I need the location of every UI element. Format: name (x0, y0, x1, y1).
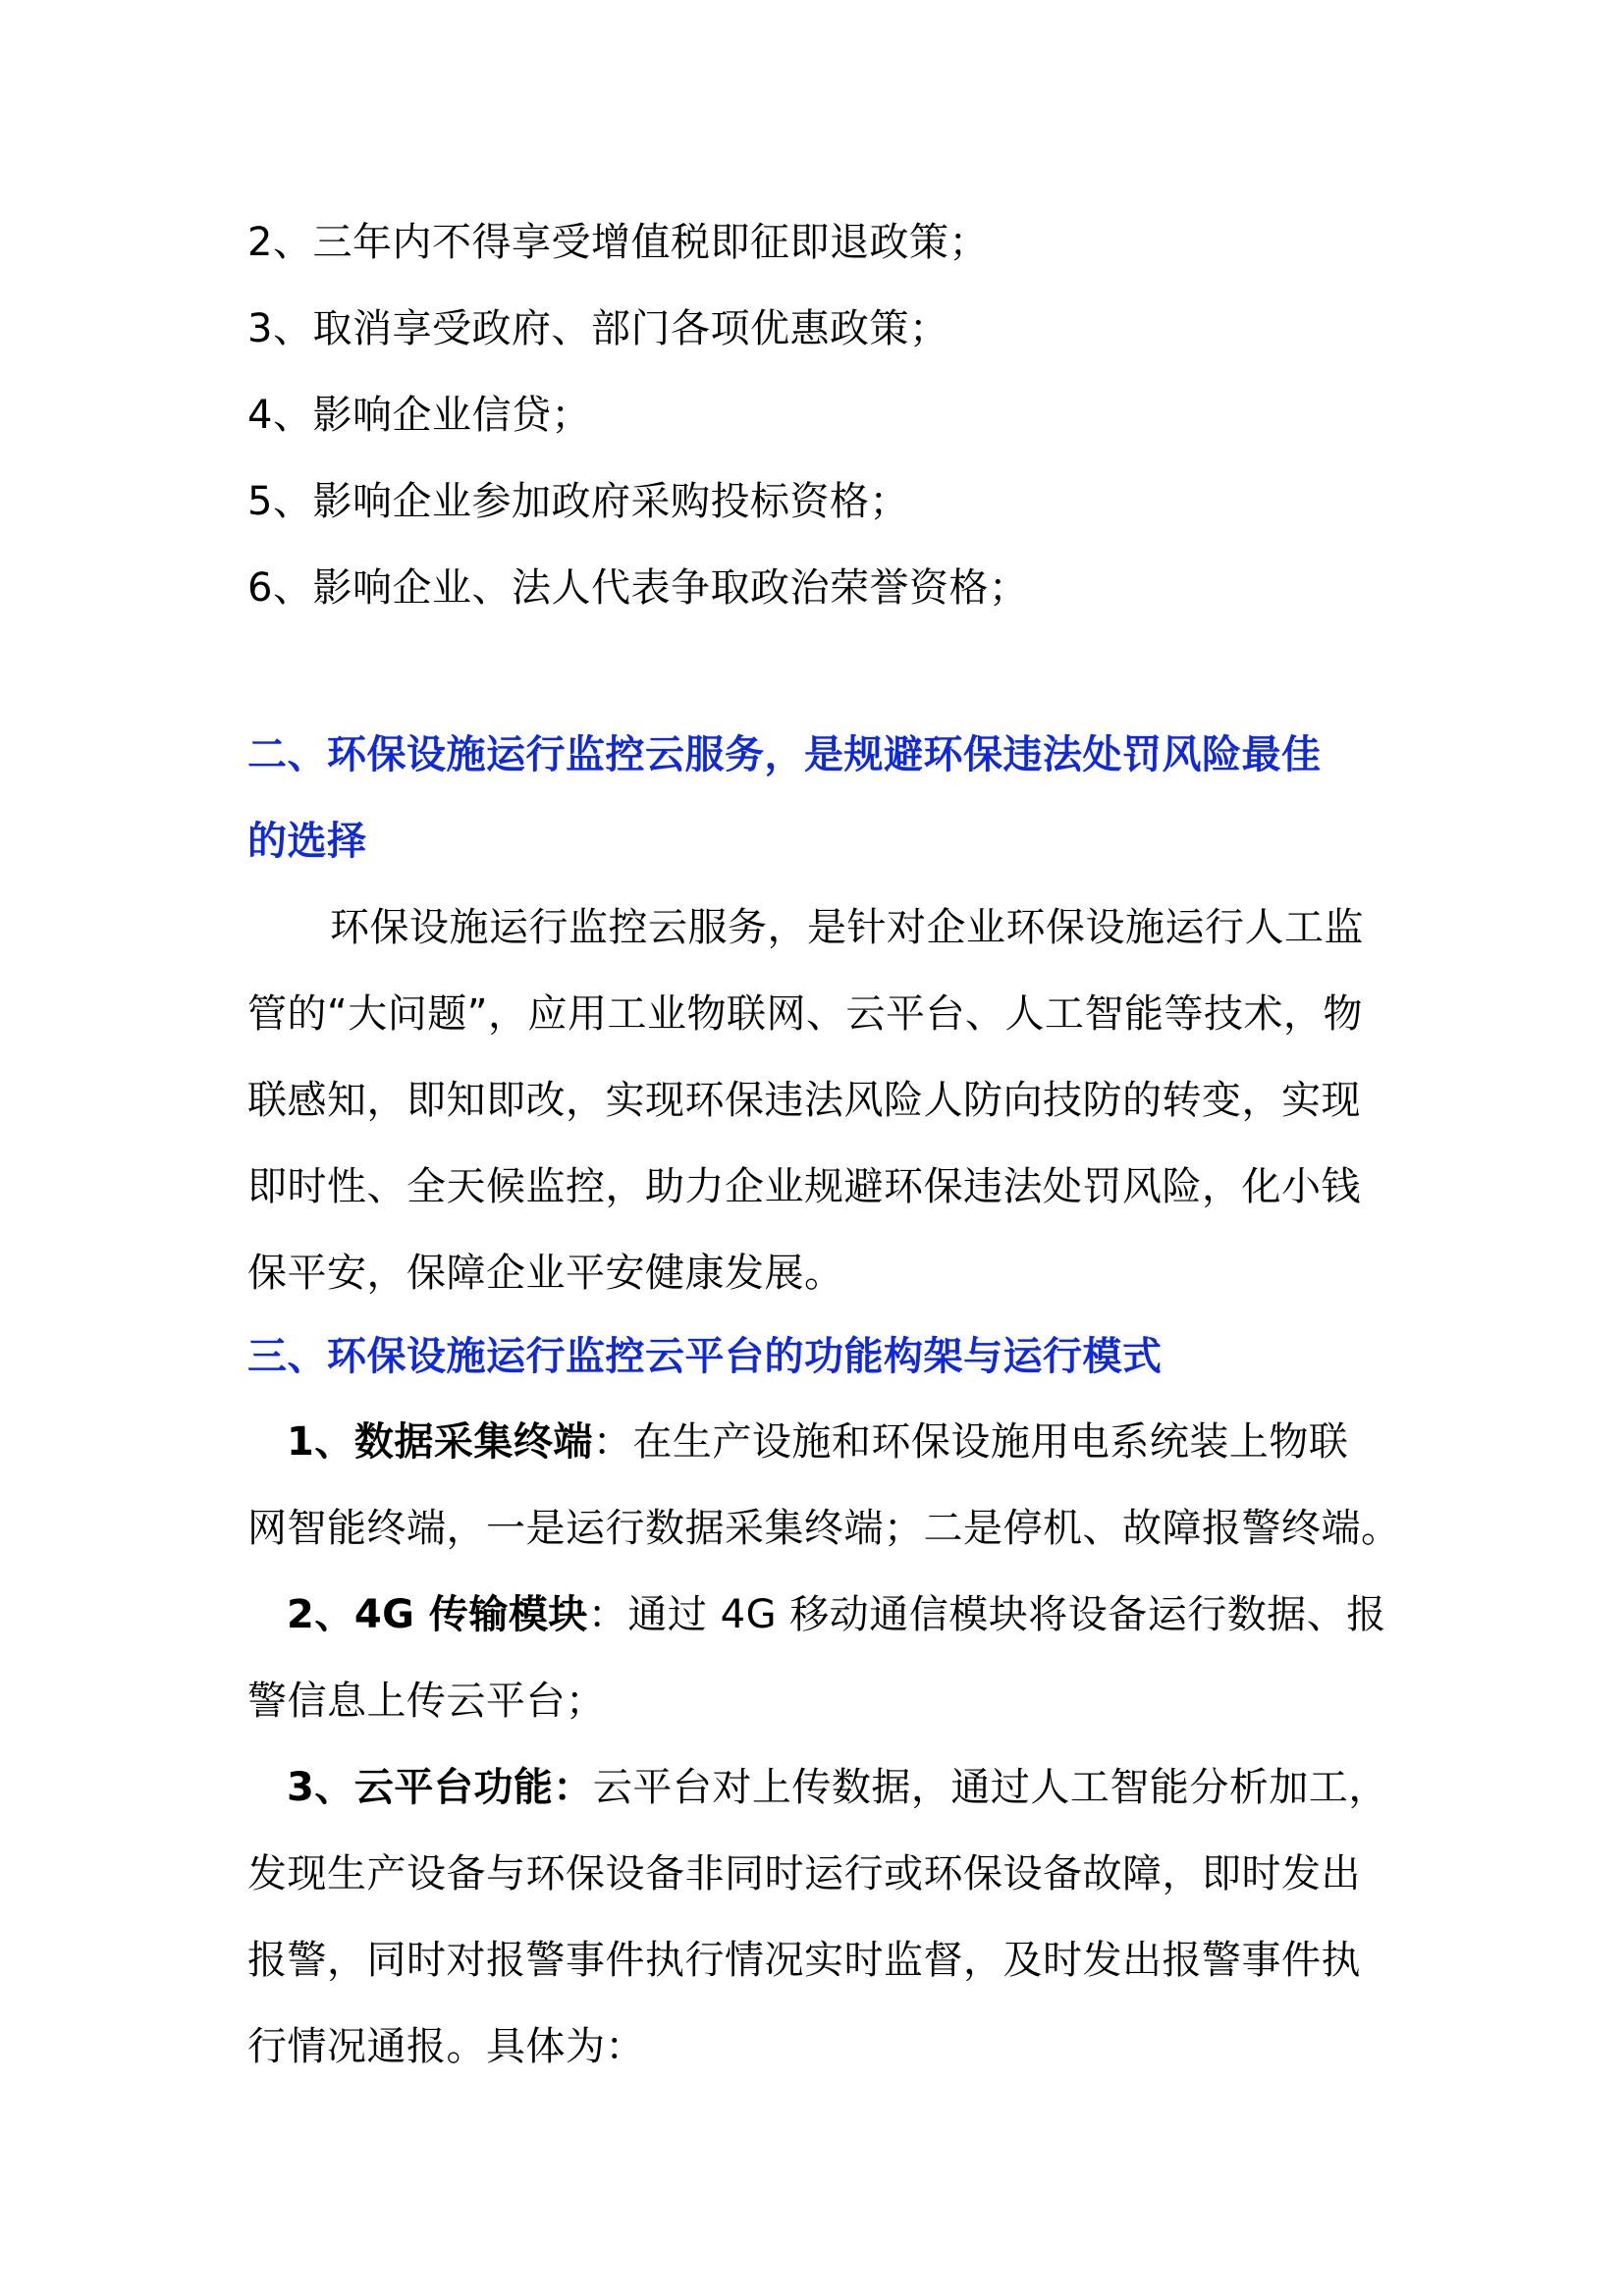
feature-label: 1、数据采集终端 (287, 1419, 593, 1465)
list-item: 5、影响企业参加政府采购投标资格； (247, 479, 909, 524)
feature-item (287, 1417, 1348, 1467)
list-item: 3、取消享受政府、部门各项优惠政策； (247, 306, 949, 351)
section-heading: 二、环保设施运行监控云服务，是规避环保违法处罚风险最佳 (247, 732, 1322, 777)
feature-text-line: 警信息上传云平台； (247, 1679, 606, 1724)
feature-item (287, 1590, 1386, 1639)
paragraph-line: 保平安，保障企业平安健康发展。 (247, 1251, 844, 1296)
list-item: 2、三年内不得享受增值税即征即退政策； (247, 220, 989, 265)
feature-text: ：通过 4G 移动通信模块将设备运行数据、报 (587, 1592, 1386, 1637)
list-item: 4、影响企业信贷； (247, 393, 591, 438)
feature-label: 2、4G 传输模块 (287, 1592, 588, 1637)
paragraph-line: 管的“大问题”，应用工业物联网、云平台、人工智能等技术，物 (247, 991, 1363, 1037)
feature-item (287, 1763, 1388, 1812)
paragraph-line: 环保设施运行监控云服务，是针对企业环保设施运行人工监 (330, 905, 1364, 950)
feature-label: 3、云平台功能： (287, 1765, 593, 1810)
section-heading: 三、环保设施运行监控云平台的功能构架与运行模式 (247, 1334, 1163, 1379)
feature-text-line: 行情况通报。具体为： (247, 2024, 645, 2069)
list-item: 6、影响企业、法人代表争取政治荣誉资格； (247, 565, 1029, 611)
feature-text-line: 发现生产设备与环保设备非同时运行或环保设备故障，即时发出 (247, 1851, 1361, 1896)
section-heading-continued: 的选择 (247, 819, 367, 864)
paragraph-line: 即时性、全天候监控，助力企业规避环保违法处罚风险，化小钱 (247, 1164, 1361, 1209)
feature-text: 云平台对上传数据，通过人工智能分析加工， (592, 1765, 1388, 1810)
paragraph-line: 联感知，即知即改，实现环保违法风险人防向技防的转变，实现 (247, 1078, 1361, 1123)
feature-text-line: 报警，同时对报警事件执行情况实时监督，及时发出报警事件执 (247, 1938, 1361, 1983)
feature-text: ：在生产设施和环保设施用电系统装上物联 (592, 1419, 1349, 1465)
feature-text-line: 网智能终端，一是运行数据采集终端；二是停机、故障报警终端。 (247, 1506, 1401, 1551)
